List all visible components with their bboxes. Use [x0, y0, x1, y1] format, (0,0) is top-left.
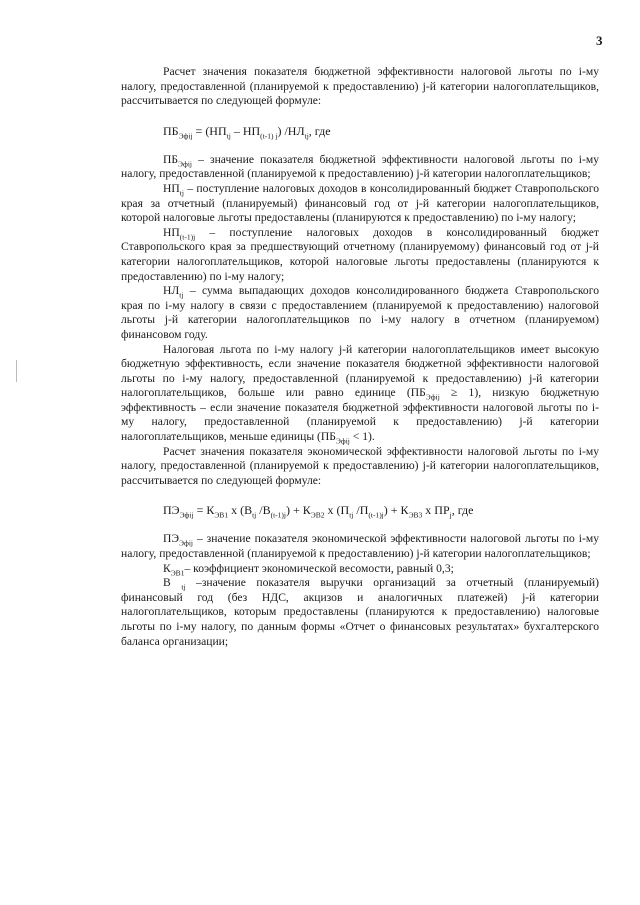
scan-mark [16, 360, 17, 382]
paragraph-economic-intro: Расчет значения показателя экономической эффективности налоговой льготы по i-му налогу, предоставленной (планируемой к предоставлению) j-й категории налогоплательщиков, рассчитывается по следующей формуле: [121, 444, 599, 487]
page-number: 3 [596, 33, 603, 48]
definition-np-t: $НП_{tj}$ – поступление налоговых доходов в консолидированный бюджет Ставропольского края за отчетный (планируемый) финансовый год от j-й категории налогоплательщиков, которой налоговые льготы предоставлены (планируются к предоставлению) по i-му налогу; [121, 181, 599, 225]
definition-pb: $ПБ_{Эфij}$ – значение показателя бюджетной эффективности налоговой льготы по i-му налогу, предоставленной (планируемой к предоставлению) j-й категории налогоплательщиков; [121, 152, 599, 181]
document-body [121, 65, 599, 649]
paragraph-budget-criteria: Налоговая льгота по i-му налогу j-й категории налогоплательщиков имеет высокую бюджетную эффективность, если значение показателя бюджетной эффективности налоговой льготы по i-му налогу, предоставленной (планируемой к предоставлению) j-й категории налогоплательщиков, больше или равно единице $(ПБ_{Эфij} \ge 1)$, низкую бюджетную эффективность – если значение показателя бюджетной эффективности налоговой льготы по i-му налогу, предоставленной (планируемой к предоставлению) j-й категории налогоплательщиков, меньше единицы $(ПБ_{Эфij} < 1)$. [121, 342, 599, 446]
paragraph-budget-intro: Расчет значения показателя бюджетной эффективности налоговой льготы по i-му налогу, предоставленной (планируемой к предоставлению) j-й категории налогоплательщиков, рассчитывается по следующей формуле: [121, 65, 599, 108]
formula-budget-efficiency: $ПБ_{Эфij} = (НП_{tj} - НП_{(t-1) j})$ $/НЛ_{tj}$, где [163, 123, 331, 141]
definition-nl: $НЛ_{tj}$ – сумма выпадающих доходов консолидированного бюджета Ставропольского края по i-му налогу в связи с предоставлением (планируемой к предоставлению) налоговой льготы j-й категории налогоплательщиков по i-му налогу в отчетном (планируемом) финансовом году. [121, 284, 599, 341]
definition-np-t-1: $НП_{(t-1)j}$ – поступление налоговых доходов в консолидированный бюджет Ставропольского края за предшествующий отчетному (планируемому) финансовый год от j-й категории налогоплательщиков, которой налоговые льготы предоставлены (планируются к предоставлению) по i-му налогу; [121, 225, 599, 283]
definition-kev1: $К_{ЭВ1}-$ коэффициент экономической весомости, равный 0,3; [163, 561, 454, 577]
definition-pe: $ПЭ_{Эфij}$ – значение показателя экономической эффективности налоговой льготы по i-му налогу, предоставленной (планируемой к предоставлению) j-й категории налогоплательщиков; [121, 532, 599, 561]
definition-revenue: В $_{tj}$ –значение показателя выручки организаций за отчетный (планируемый) финансовый год (без НДС, акцизов и аналогичных платежей) j-й категории налогоплательщиков, которым предоставлены (планируются к предоставлению) налоговые льготы по i-му налогу, по данным формы «Отчет о финансовых результатах» бухгалтерского баланса организации; [121, 576, 599, 648]
formula-economic-efficiency: $ПЭ_{Эфij} = К_{ЭВ1}$ х ($В_{tj}$ $/В_{(t-1)j}) + К_{ЭВ2}$ х ($П_{tj}$ $/П_{(t-1)j}) + К_{ЭВ3}$ х $ПР_j$, где [163, 503, 474, 520]
